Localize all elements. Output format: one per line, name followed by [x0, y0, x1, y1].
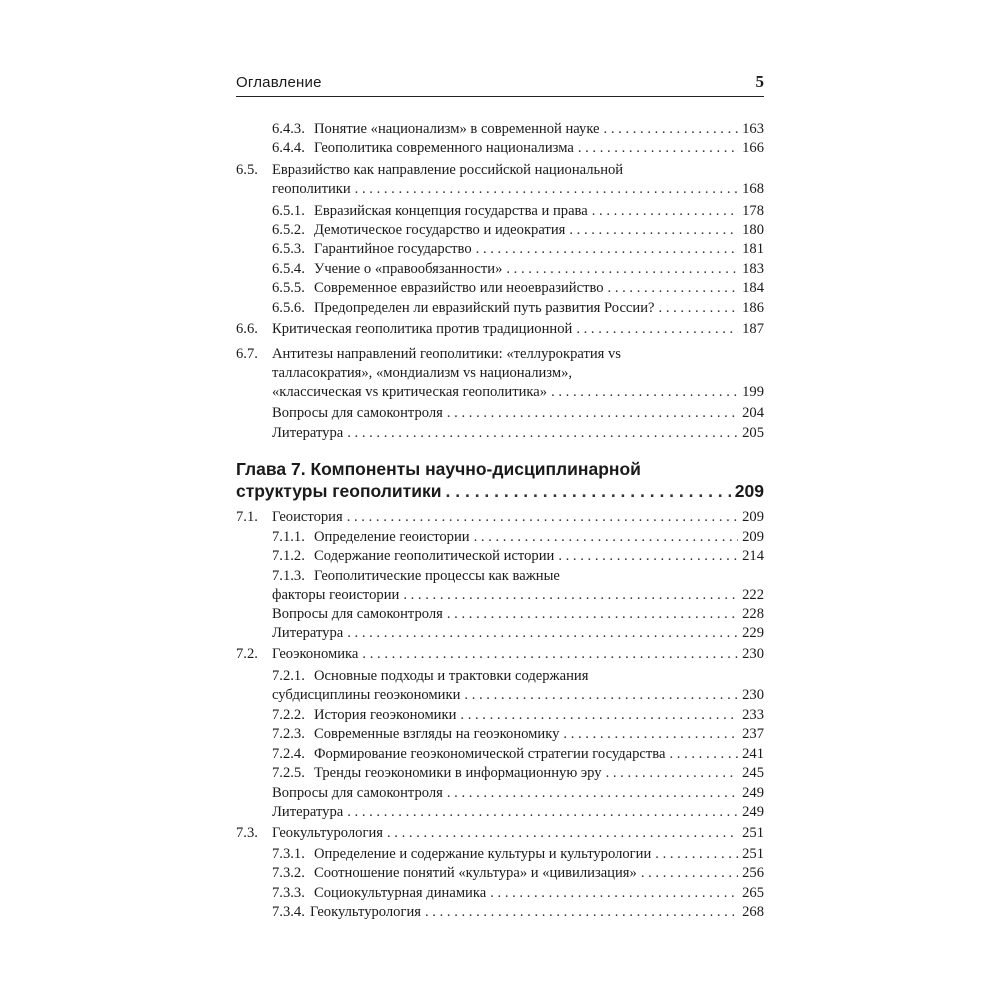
leader-dots — [576, 320, 738, 339]
entry-title: Геокультурология — [272, 825, 383, 841]
toc-entry[interactable] — [236, 528, 764, 547]
toc-entry[interactable] — [236, 279, 764, 298]
toc-entry[interactable] — [236, 202, 764, 221]
page-header — [236, 70, 764, 97]
entry-page: 187 — [742, 321, 764, 337]
entry-page: 184 — [742, 280, 764, 296]
entry-page: 241 — [742, 746, 764, 762]
leader-dots — [403, 586, 738, 605]
section-number: 6.4.4. — [272, 140, 305, 156]
toc-entry[interactable] — [236, 547, 764, 566]
leader-dots — [606, 764, 739, 783]
leader-dots — [578, 139, 738, 158]
toc-entry[interactable] — [236, 139, 764, 158]
entry-title: Евразийская концепция государства и права — [314, 203, 588, 219]
toc-entry[interactable] — [236, 240, 764, 259]
leader-dots — [669, 745, 738, 764]
section-number: 6.5.2. — [272, 222, 305, 238]
chapter-title-continued: структуры геополитики — [236, 481, 442, 501]
leader-dots — [347, 624, 738, 643]
entry-title: Геополитические процессы как важные — [314, 568, 560, 584]
toc-entry[interactable] — [236, 404, 764, 423]
leader-dots — [641, 864, 738, 883]
entry-page: 166 — [742, 140, 764, 156]
entry-page: 268 — [742, 904, 764, 920]
section-number: 6.5.4. — [272, 261, 305, 277]
leader-dots — [347, 803, 738, 822]
leader-dots — [476, 240, 738, 259]
leader-dots — [355, 180, 738, 199]
page-number: 5 — [755, 72, 764, 91]
toc-entry[interactable] — [236, 260, 764, 279]
entry-page: 205 — [742, 425, 764, 441]
entry-title: Современные взгляды на геоэкономику — [314, 726, 560, 742]
leader-dots — [347, 508, 738, 527]
entry-title-continued: факторы геоистории — [272, 587, 400, 603]
section-number: 7.2. — [236, 646, 258, 662]
leader-dots — [506, 260, 738, 279]
entry-title: Современное евразийство или неоевразийство — [314, 280, 604, 296]
section-number: 6.5.3. — [272, 241, 305, 257]
toc-entry[interactable] — [236, 667, 764, 705]
entry-page: 233 — [742, 707, 764, 723]
entry-title: Тренды геоэкономики в информационную эру — [314, 765, 602, 781]
section-number: 6.6. — [236, 321, 258, 337]
toc-entry[interactable] — [236, 299, 764, 318]
leader-dots — [447, 784, 738, 803]
entry-title: Гарантийное государство — [314, 241, 472, 257]
leader-dots — [447, 404, 738, 423]
running-title: Оглавление — [236, 74, 322, 91]
leader-dots — [655, 845, 738, 864]
toc-entry[interactable] — [236, 745, 764, 764]
chapter-title: Глава 7. Компоненты научно-дисциплинарной — [236, 459, 641, 479]
entry-title: Вопросы для самоконтроля — [272, 606, 443, 622]
toc-entry[interactable] — [236, 161, 764, 199]
entry-page: 163 — [742, 121, 764, 137]
toc-entry[interactable] — [236, 706, 764, 725]
section-number: 7.1.2. — [272, 548, 305, 564]
entry-page: 251 — [742, 846, 764, 862]
entry-page: 180 — [742, 222, 764, 238]
toc-entry[interactable] — [236, 320, 764, 339]
entry-page: 249 — [742, 804, 764, 820]
section-number: 7.1. — [236, 509, 258, 525]
section-number: 6.5.1. — [272, 203, 305, 219]
entry-title: Литература — [272, 625, 344, 641]
leader-dots — [464, 686, 738, 705]
entry-title-continued: геополитики — [272, 181, 351, 197]
leader-dots — [362, 645, 738, 664]
toc-entry[interactable] — [236, 884, 764, 903]
entry-title: Литература — [272, 804, 344, 820]
entry-page: 228 — [742, 606, 764, 622]
entry-title: Антитезы направлений геополитики: «теллурократия vs — [272, 346, 621, 362]
entry-title: Формирование геоэкономической стратегии государства — [314, 746, 666, 762]
entry-page: 214 — [742, 548, 764, 564]
entry-page: 222 — [742, 587, 764, 603]
entry-page: 251 — [742, 825, 764, 841]
leader-dots — [387, 824, 738, 843]
section-number: 7.2.1. — [272, 668, 305, 684]
leader-dots — [659, 299, 739, 318]
entry-page: 249 — [742, 785, 764, 801]
toc-entry[interactable] — [236, 645, 764, 664]
entry-page: 245 — [742, 765, 764, 781]
toc-entry[interactable] — [236, 803, 764, 822]
entry-page: 181 — [742, 241, 764, 257]
entry-page: 265 — [742, 885, 764, 901]
toc-entry[interactable] — [236, 567, 764, 605]
chapter-heading[interactable] — [236, 458, 764, 502]
entry-title-continued: субдисциплины геоэкономики — [272, 687, 461, 703]
entry-page: 209 — [742, 509, 764, 525]
entry-page: 204 — [742, 405, 764, 421]
leader-dots — [563, 725, 738, 744]
leader-dots — [558, 547, 738, 566]
entry-title: История геоэкономики — [314, 707, 457, 723]
section-number: 7.3.4. — [272, 904, 305, 920]
entry-title: Предопределен ли евразийский путь развития России? — [314, 300, 655, 316]
leader-dots — [551, 383, 738, 402]
entry-title: Демотическое государство и идеократия — [314, 222, 566, 238]
section-number: 6.4.3. — [272, 121, 305, 137]
section-number: 6.7. — [236, 346, 258, 362]
entry-page: 230 — [742, 687, 764, 703]
toc-entry[interactable] — [236, 605, 764, 624]
entry-page: 237 — [742, 726, 764, 742]
entry-title: Определение и содержание культуры и культурологии — [314, 846, 652, 862]
entry-title: Евразийство как направление российской национальной — [272, 162, 624, 178]
section-number: 6.5. — [236, 162, 258, 178]
chapter-page: 209 — [734, 481, 764, 501]
leader-dots — [347, 424, 738, 443]
entry-page: 168 — [742, 181, 764, 197]
section-number: 7.1.3. — [272, 568, 305, 584]
entry-title: Вопросы для самоконтроля — [272, 785, 443, 801]
section-number: 7.2.3. — [272, 726, 305, 742]
leader-dots — [490, 884, 738, 903]
section-number: 7.3.2. — [272, 865, 305, 881]
toc-entry[interactable] — [236, 624, 764, 643]
entry-title: Основные подходы и трактовки содержания — [314, 668, 589, 684]
entry-title-continued: талласократия», «мондиализм vs национализм», — [272, 365, 573, 381]
toc-entry[interactable] — [236, 824, 764, 843]
entry-page: 230 — [742, 646, 764, 662]
section-number: 7.3. — [236, 825, 258, 841]
leader-dots — [447, 605, 738, 624]
toc-entry[interactable] — [236, 725, 764, 744]
entry-title: Критическая геополитика против традиционной — [272, 321, 573, 337]
entry-title: Геокультурология — [310, 904, 421, 920]
section-number: 7.3.3. — [272, 885, 305, 901]
section-number: 6.5.5. — [272, 280, 305, 296]
entry-title: Геоистория — [272, 509, 343, 525]
section-number: 6.5.6. — [272, 300, 305, 316]
toc-entry[interactable] — [236, 764, 764, 783]
entry-title: Понятие «национализм» в современной науке — [314, 121, 600, 137]
entry-page: 186 — [742, 300, 764, 316]
leader-dots — [460, 706, 738, 725]
entry-title-continued: «классическая vs критическая геополитика» — [272, 384, 548, 400]
entry-title: Определение геоистории — [314, 529, 470, 545]
leader-dots — [425, 903, 738, 922]
entry-title: Учение о «правообязанности» — [314, 261, 503, 277]
leader-dots — [604, 120, 739, 139]
entry-page: 178 — [742, 203, 764, 219]
section-number: 7.2.2. — [272, 707, 305, 723]
entry-page: 183 — [742, 261, 764, 277]
entry-page: 229 — [742, 625, 764, 641]
toc-entry[interactable] — [236, 784, 764, 803]
entry-title: Геополитика современного национализма — [314, 140, 574, 156]
toc-entry[interactable] — [236, 221, 764, 240]
entry-title: Вопросы для самоконтроля — [272, 405, 443, 421]
toc-entry[interactable] — [236, 845, 764, 864]
entry-page: 209 — [742, 529, 764, 545]
leader-dots — [592, 202, 738, 221]
leader-dots — [446, 480, 731, 502]
section-number: 7.2.5. — [272, 765, 305, 781]
entry-title: Содержание геополитической истории — [314, 548, 555, 564]
entry-title: Социокультурная динамика — [314, 885, 487, 901]
leader-dots — [474, 528, 739, 547]
section-number: 7.2.4. — [272, 746, 305, 762]
toc-entry[interactable] — [236, 345, 764, 402]
entry-page: 199 — [742, 384, 764, 400]
entry-title: Геоэкономика — [272, 646, 359, 662]
entry-title: Соотношение понятий «культура» и «цивилизация» — [314, 865, 637, 881]
entry-title: Литература — [272, 425, 344, 441]
toc-entry[interactable] — [236, 864, 764, 883]
toc-entry[interactable] — [236, 903, 764, 922]
leader-dots — [569, 221, 738, 240]
section-number: 7.1.1. — [272, 529, 305, 545]
toc-entry[interactable] — [236, 424, 764, 443]
toc-entry[interactable] — [236, 508, 764, 527]
entry-page: 256 — [742, 865, 764, 881]
section-number: 7.3.1. — [272, 846, 305, 862]
toc-entry[interactable] — [236, 120, 764, 139]
leader-dots — [608, 279, 739, 298]
